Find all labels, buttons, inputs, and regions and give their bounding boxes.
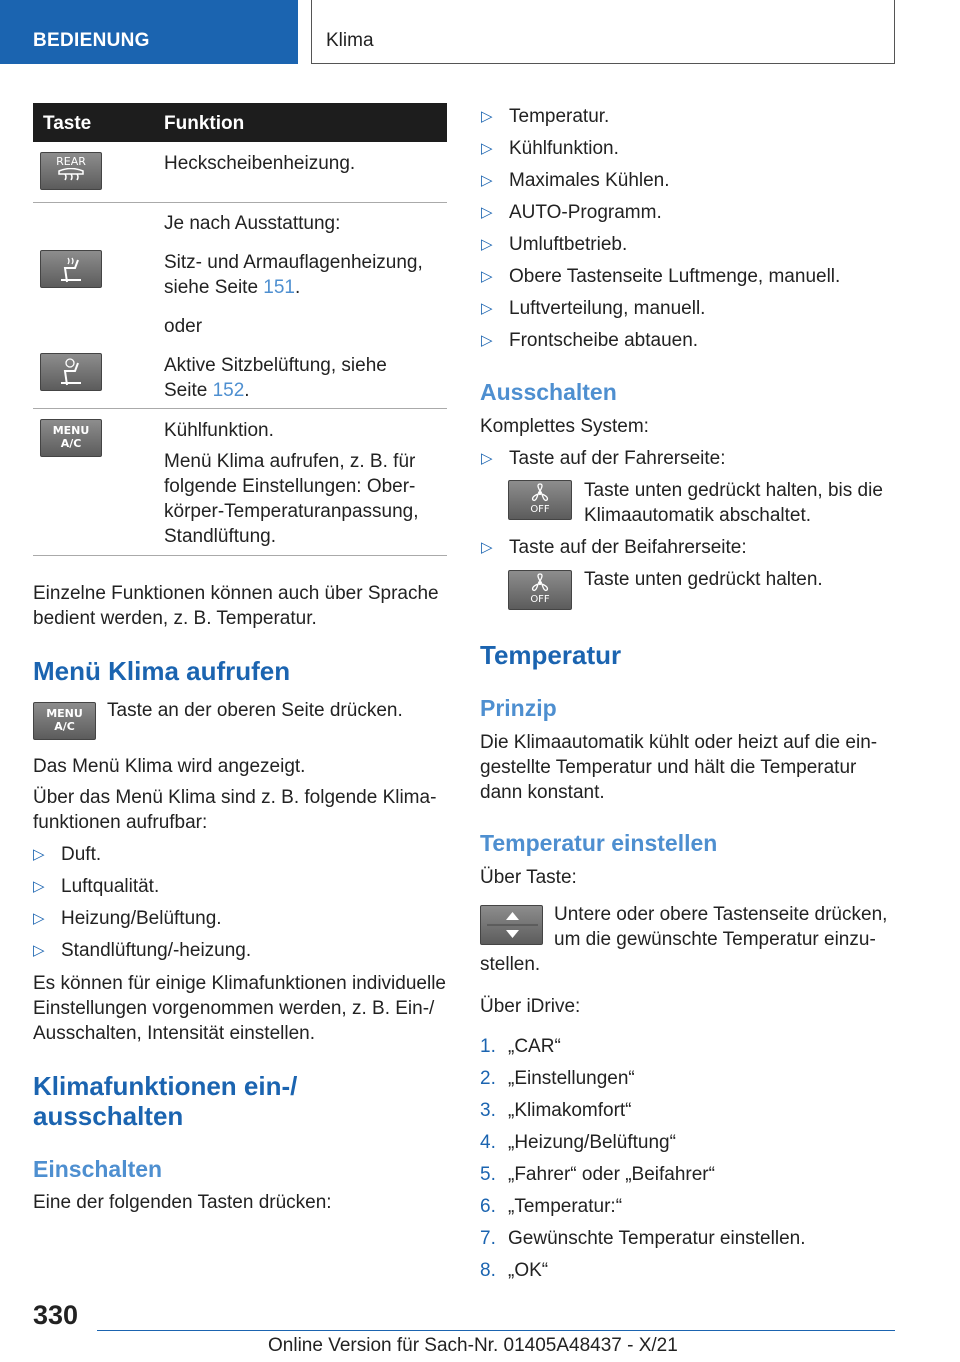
row2-seite-text: siehe Seite (164, 277, 264, 298)
list-item-text: Standlüftung/-heizung. (61, 940, 252, 961)
list-item-text: Temperatur. (509, 106, 610, 127)
fan-off-key-driver (508, 480, 572, 520)
list-item-text: AUTO-Programm. (509, 202, 662, 223)
list-item-text: Taste auf der Fahrerseite: (509, 448, 726, 469)
triangle-bullet-icon: ▷ (481, 539, 493, 556)
taste-text-2: um die gewünschte Temperatur einzu- (554, 929, 876, 950)
intro-line1: Einzelne Funktionen können auch über Sprache (33, 583, 439, 604)
list-item-text: Maximales Kühlen. (509, 170, 670, 191)
triangle-bullet-icon: ▷ (481, 450, 493, 467)
col-header-funktion: Funktion (164, 113, 245, 134)
list-item-text: „Heizung/Belüftung“ (508, 1132, 676, 1153)
taste-text-3: stellen. (480, 954, 541, 975)
list-item-text: „Klimakomfort“ (508, 1100, 632, 1121)
individual-line1: Es können für einige Klimafunktionen individuelle (33, 973, 446, 994)
row3-line4: körper-Temperaturanpassung, (164, 501, 419, 522)
ueber-idrive-text: Über iDrive: (480, 996, 581, 1017)
row2-line1: Je nach Ausstattung: (164, 213, 341, 234)
row3-line2: Menü Klima aufrufen, z. B. für (164, 451, 416, 472)
list-item-text: Luftqualität. (61, 876, 160, 897)
system-text: Komplettes System: (480, 416, 649, 437)
menu-label: MENU (52, 424, 90, 437)
rear-defrost-icon (56, 168, 86, 182)
row2-line5: Aktive Sitzbelüftung, siehe (164, 355, 387, 376)
fan-icon (527, 573, 553, 593)
individual-line3: Ausschalten, Intensität einstellen. (33, 1023, 316, 1044)
prinzip-line2: gestellte Temperatur und hält die Temperatur (480, 757, 857, 778)
page-number: 330 (33, 1300, 79, 1330)
heading-einschalten: Einschalten (33, 1156, 163, 1182)
seat-heating-key (40, 250, 102, 288)
list-item-text: „Einstellungen“ (508, 1068, 635, 1089)
row2-period: . (295, 277, 301, 298)
prinzip-line3: dann konstant. (480, 782, 605, 803)
menu-key-text: Taste an der oberen Seite drücken. (107, 700, 403, 721)
fan-icon (527, 483, 553, 503)
triangle-bullet-icon: ▷ (481, 140, 493, 157)
heading-prinzip: Prinzip (480, 695, 557, 721)
row-divider (33, 408, 447, 409)
footer-divider (97, 1330, 895, 1331)
passenger-text: Taste unten gedrückt halten. (584, 569, 823, 590)
seat-ventilation-icon (51, 355, 91, 389)
rear-defrost-key (40, 152, 102, 190)
intro-line2: bedient werden, z. B. Temperatur. (33, 608, 317, 629)
row3-line5: Standlüftung. (164, 526, 276, 547)
row2-line6 (164, 378, 250, 403)
seat-ventilation-key (40, 353, 102, 391)
list-item-text: Duft. (61, 844, 102, 865)
menu-displayed-text: Das Menü Klima wird angezeigt. (33, 756, 306, 777)
off-label: OFF (530, 594, 550, 605)
menu-ac-key-2 (33, 702, 96, 740)
list-item-text: Gewünschte Temperatur einstellen. (508, 1228, 806, 1249)
ueber-taste-text: Über Taste: (480, 867, 577, 888)
list-item-text: „Fahrer“ oder „Beifahrer“ (508, 1164, 715, 1185)
triangle-bullet-icon: ▷ (481, 108, 493, 125)
row2-line3 (164, 275, 300, 300)
heading-ausschalten: Ausschalten (480, 379, 617, 405)
fan-off-key-passenger (508, 570, 572, 610)
list-item-text: „OK“ (508, 1260, 549, 1281)
row-divider (33, 202, 447, 203)
step-number: 6. (480, 1196, 496, 1217)
row2-period-2: . (244, 380, 250, 401)
triangle-bullet-icon: ▷ (481, 236, 493, 253)
triangle-bullet-icon: ▷ (481, 204, 493, 221)
menu-ac-key (40, 419, 102, 457)
taste-text-1: Untere oder obere Tastenseite drücken, (554, 904, 888, 925)
ac-label: A/C (60, 437, 82, 450)
row2-line2: Sitz- und Armauflagenheizung, (164, 252, 423, 273)
chapter-tab (311, 0, 895, 64)
footer-online-version: Online Version für Sach-Nr. 01405A48437 - X/21 (268, 1335, 678, 1356)
step-number: 3. (480, 1100, 496, 1121)
prinzip-line1: Die Klimaautomatik kühlt oder heizt auf die ein- (480, 732, 878, 753)
triangle-bullet-icon: ▷ (33, 846, 45, 863)
up-down-arrows-icon (481, 906, 544, 944)
triangle-bullet-icon: ▷ (481, 268, 493, 285)
row1-text: Heckscheibenheizung. (164, 153, 356, 174)
menu-functions-line2: funktionen aufrufbar: (33, 812, 208, 833)
ac-label: A/C (54, 720, 75, 733)
list-item-text: Obere Tastenseite Luftmenge, manuell. (509, 266, 841, 287)
einschalten-text: Eine der folgenden Tasten drücken: (33, 1192, 332, 1213)
step-number: 4. (480, 1132, 496, 1153)
list-item-text: Luftverteilung, manuell. (509, 298, 706, 319)
row3-line1: Kühlfunktion. (164, 420, 274, 441)
list-item-text: Umluftbetrieb. (509, 234, 628, 255)
list-item-text: Heizung/Belüftung. (61, 908, 222, 929)
menu-label: MENU (46, 707, 83, 720)
step-number: 1. (480, 1036, 496, 1057)
list-item-text: „Temperatur:“ (508, 1196, 623, 1217)
triangle-bullet-icon: ▷ (481, 172, 493, 189)
chapter-title: Klima (326, 30, 374, 51)
list-item-text: Frontscheibe abtauen. (509, 330, 699, 351)
seat-heating-icon (51, 252, 91, 286)
table-header (33, 103, 447, 142)
heading-klimafunktionen-2: ausschalten (33, 1101, 184, 1131)
driver-text-1: Taste unten gedrückt halten, bis die (584, 480, 883, 501)
page-link-152[interactable]: 152 (212, 380, 245, 401)
section-tab (0, 0, 298, 64)
list-item-text: „CAR“ (508, 1036, 561, 1057)
step-number: 2. (480, 1068, 496, 1089)
row-divider (33, 555, 447, 556)
heading-klimafunktionen-1: Klimafunktionen ein-/ (33, 1071, 298, 1101)
off-label: OFF (530, 504, 550, 515)
triangle-bullet-icon: ▷ (33, 910, 45, 927)
step-number: 5. (480, 1164, 496, 1185)
triangle-bullet-icon: ▷ (33, 878, 45, 895)
heading-temperatur: Temperatur (480, 640, 622, 670)
heading-temperatur-einstellen: Temperatur einstellen (480, 830, 718, 856)
menu-functions-line1: Über das Menü Klima sind z. B. folgende Klima- (33, 787, 437, 808)
step-number: 8. (480, 1260, 496, 1281)
step-number: 7. (480, 1228, 496, 1249)
heading-menu-klima: Menü Klima aufrufen (33, 656, 291, 686)
driver-text-2: Klimaautomatik abschaltet. (584, 505, 812, 526)
triangle-bullet-icon: ▷ (481, 300, 493, 317)
triangle-bullet-icon: ▷ (33, 942, 45, 959)
temperature-rocker-key (480, 905, 543, 945)
row2-oder: oder (164, 316, 203, 337)
section-title: BEDIENUNG (33, 30, 150, 51)
page-link-151[interactable]: 151 (263, 277, 295, 298)
col-header-taste: Taste (43, 113, 92, 134)
individual-line2: Einstellungen vorgenommen werden, z. B. Ein-/ (33, 998, 435, 1019)
triangle-bullet-icon: ▷ (481, 332, 493, 349)
list-item-text: Kühlfunktion. (509, 138, 619, 159)
row3-line3: folgende Einstellungen: Ober- (164, 476, 416, 497)
rear-label: REAR (56, 155, 86, 168)
list-item-text: Taste auf der Beifahrerseite: (509, 537, 747, 558)
row2-seite-text-2: Seite (164, 380, 213, 401)
